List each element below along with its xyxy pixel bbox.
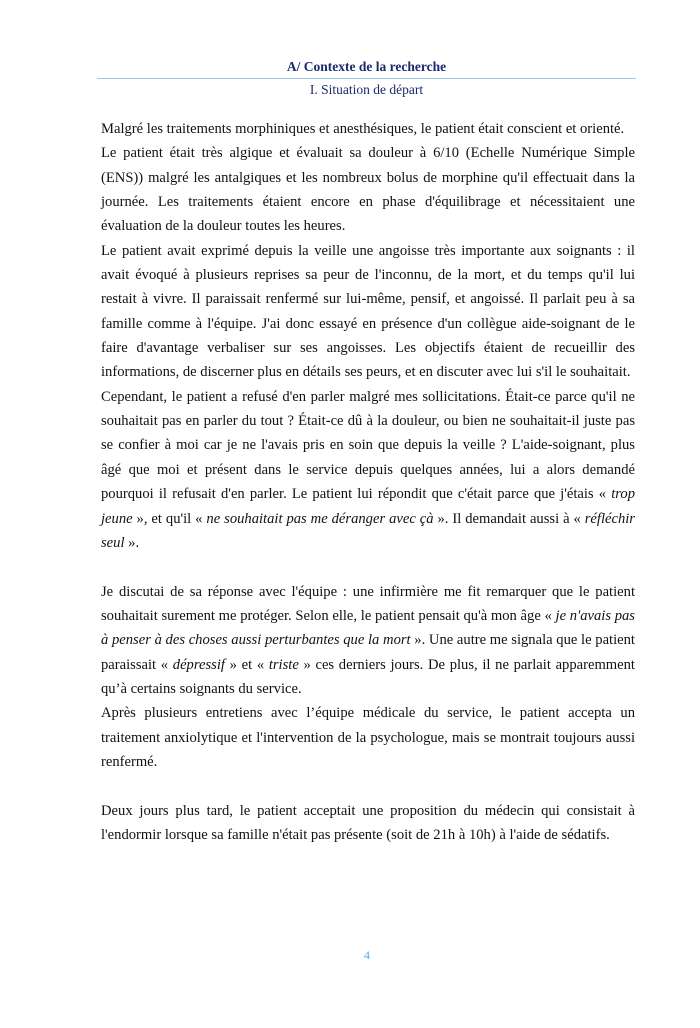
- section-title: A/ Contexte de la recherche: [97, 58, 636, 79]
- quote-trop-jeune: trop jeune: [101, 486, 635, 527]
- body-text: [101, 117, 635, 847]
- paragraph-4-text-d: ».: [124, 534, 140, 551]
- section-header: [97, 58, 636, 99]
- paragraph-4-text-b: », et qu'il «: [132, 510, 207, 527]
- paragraph-5-text-c: » et «: [224, 656, 269, 673]
- paragraph-5-text-d: » ces derniers jours. De plus, il ne parlait apparemment qu’à certains soignants du service.: [101, 656, 635, 697]
- paragraph-4-text-a: Cependant, le patient a refusé d'en parler malgré mes sollicitations. Était-ce parce qu'il ne souhaitait pas en parler du tout ? Était-ce dû à la douleur, ou bien ne souhaitait-il juste pas se confier à moi car je ne l'avais pris en soin que depuis la veille ? L'aide-soignant, plus âgé que moi et présent dans le service depuis quelques années, lui a alors demandé pourquoi il refusait d'en parler. Le patient lui répondit que c'était parce que j'étais «: [101, 388, 635, 503]
- paragraph-5-text-a: Je discutai de sa réponse avec l'équipe : une infirmière me fit remarquer que le patient souhaitait surement me protéger. Selon elle, le patient pensait qu'à mon âge «: [101, 583, 635, 624]
- section-subtitle: I. Situation de départ: [309, 82, 424, 97]
- quote-reflechir-seul: réfléchir seul: [101, 510, 635, 551]
- paragraph-5: [101, 580, 635, 702]
- page-number: 4: [364, 948, 370, 962]
- paragraph-7: Deux jours plus tard, le patient acceptait une proposition du médecin qui consistait à l'endormir lorsque sa famille n'était pas présente (soit de 21h à 10h) à l'aide de sédatifs.: [101, 802, 635, 843]
- paragraph-4: [101, 385, 635, 555]
- paragraph-4-text-c: ». Il demandait aussi à «: [433, 510, 585, 527]
- quote-triste: triste: [268, 656, 299, 673]
- paragraph-2: Le patient était très algique et évaluait sa douleur à 6/10 (Echelle Numérique Simple (ENS)) malgré les antalgiques et les nombreux bolus de morphine qu'il effectuait dans la journée. Les traitements étaient encore en phase d'équilibrage et nécessitaient une évaluation de la douleur toutes les heures.: [101, 145, 635, 235]
- paragraph-1: Malgré les traitements morphiniques et anesthésiques, le patient était conscient et orienté.: [101, 121, 625, 137]
- paragraph-3: Le patient avait exprimé depuis la veille une angoisse très importante aux soignants : il avait évoqué à plusieurs reprises sa peur de l'inconnu, de la mort, et du temps qu'il lui restait à vivre. Il paraissait renfermé sur lui-même, pensif, et angoissé. Il parlait peu à sa famille comme à l'équipe. J'ai donc essayé en présence d'un collègue aide-soignant de le faire d'avantage verbaliser sur ses angoisses. Les objectifs étaient de recueillir des informations, de discerner plus en détails ses peurs, et en discuter avec lui s'il le souhaitait.: [101, 242, 635, 381]
- paragraph-5-text-b: ». Une autre me signala que le patient paraissait «: [101, 632, 635, 673]
- quote-ne-souhaitait-pas: ne souhaitait pas me déranger avec çà: [206, 510, 434, 527]
- quote-perturbantes: je n'avais pas à penser à des choses aussi perturbantes que la mort: [101, 607, 635, 649]
- quote-depressif: dépressif: [172, 656, 225, 673]
- paragraph-6: Après plusieurs entretiens avec l’équipe médicale du service, le patient accepta un traitement anxiolytique et l'intervention de la psychologue, mais se montrait toujours aussi renfermé.: [101, 705, 635, 770]
